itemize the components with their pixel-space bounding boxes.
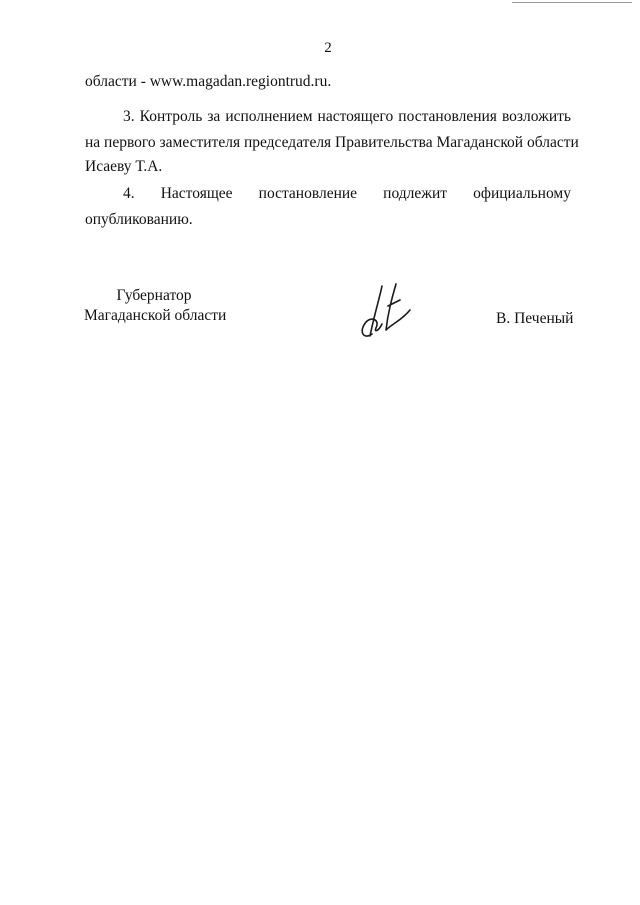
word: официальному [473,185,571,202]
word: Настоящее [160,185,233,202]
signatory-position [84,286,227,326]
signer-name: В. Печеный [496,310,574,327]
word: постановления [398,108,497,125]
paragraph-3-first-line [123,107,571,127]
top-edge-rule [512,2,632,3]
position-title: Губернатор [116,287,192,304]
text-line-1: области - www.magadan.regiontrud.ru. [85,73,332,90]
handwritten-signature [352,280,412,342]
paragraph-4-second-line: опубликованию. [85,211,193,228]
word: настоящего [317,108,394,125]
paragraph-3-third-line: Исаеву Т.А. [85,158,163,175]
word: возложить [501,108,571,125]
paragraph-3-second-line: на первого заместителя председателя Правительства Магаданской области [85,134,579,151]
word: 3. [123,108,135,125]
word: подлежит [383,185,448,202]
word: 4. [123,185,135,202]
word: за [207,108,221,125]
position-region: Магаданской области [84,307,227,324]
word: исполнением [225,108,313,125]
word: постановление [258,185,358,202]
paragraph-4-first-line [123,184,571,204]
page-number: 2 [324,40,332,56]
word: Контроль [139,108,203,125]
